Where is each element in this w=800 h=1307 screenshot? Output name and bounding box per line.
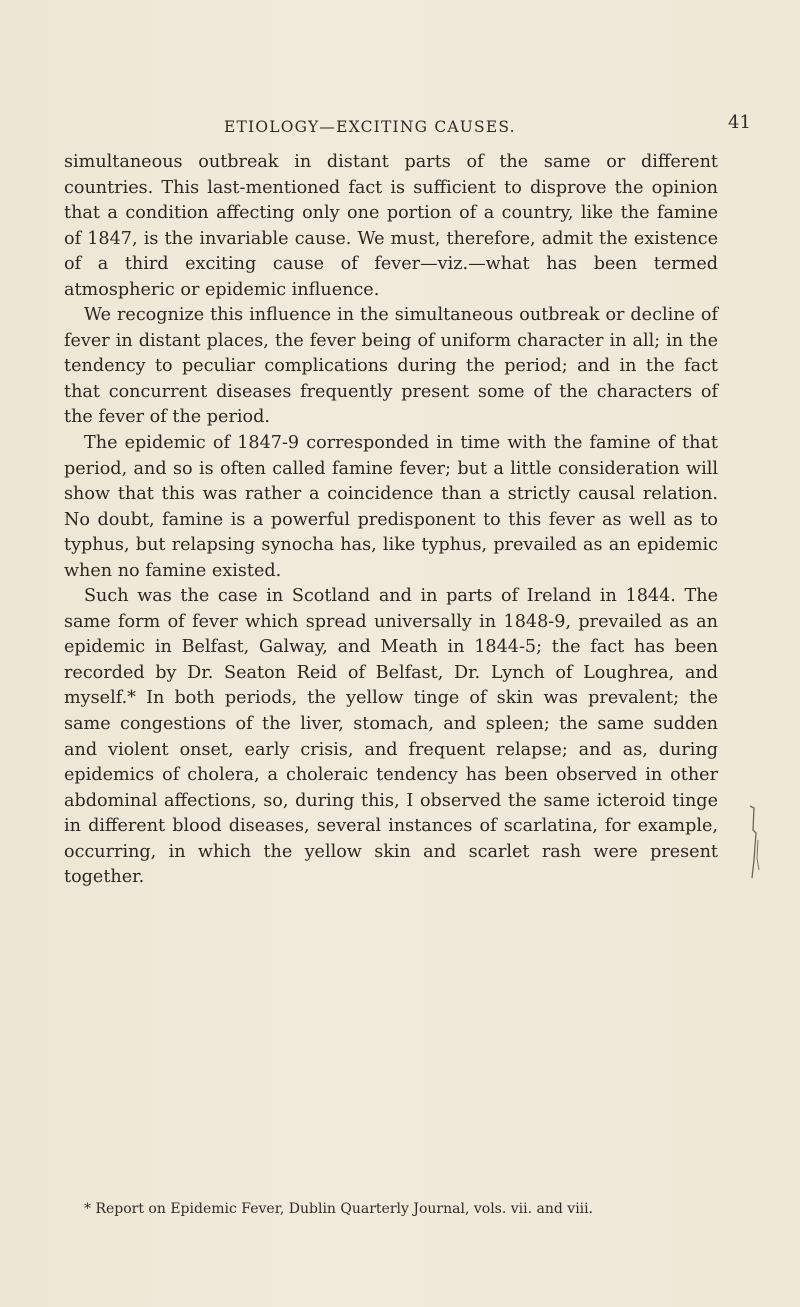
margin-pencil-mark bbox=[744, 800, 774, 890]
page-number: 41 bbox=[728, 112, 751, 133]
paragraph: The epidemic of 1847-9 corresponded in time with the famine of that period, and so is often called famine fever; but a little consideration will show that this was rather a coincidence than a strictly causal relation. No doubt, famine is a powerful predisponent to this fever as well as to typhus, but relapsing synocha has, like typhus, prevailed as an epidemic when no famine existed. bbox=[64, 433, 718, 581]
paragraph: simultaneous outbreak in distant parts of the same or different countries. This last-mentioned fact is sufficient to disprove the opinion that a condition affecting only one portion of a country, like the famine of 1847, is the invariable cause. We must, therefore, admit the existence of a third exciting cause of fever—viz.—what has been termed atmospheric or epidemic influence. bbox=[64, 152, 718, 300]
paragraph: Such was the case in Scotland and in parts of Ireland in 1844. The same form of fever which spread universally in 1848-9, prevailed as an epidemic in Belfast, Galway, and Meath in 1844-5; the fact has been recorded by Dr. Seaton Reid of Belfast, Dr. Lynch of Loughrea, and myself.* In both periods, the yellow tinge of skin was prevalent; the same congestions of the liver, stomach, and spleen; the same sudden and violent onset, early crisis, and frequent relapse; and as, during epidemics of cholera, a choleraic tendency has been observed in other abdominal affections, so, during this, I observed the same icteroid tinge in different blood diseases, several instances of scarlatina, for example, occurring, in which the yellow skin and scarlet rash were present together. bbox=[64, 586, 718, 888]
paragraph: We recognize this influence in the simultaneous outbreak or decline of fever in distant places, the fever being of uniform character in all; in the tendency to peculiar complications during the period; and in the fact that concurrent diseases frequently present some of the characters of the fever of the period. bbox=[64, 305, 718, 428]
footnote: * Report on Epidemic Fever, Dublin Quarterly Journal, vols. vii. and viii. bbox=[84, 1201, 594, 1217]
running-head: ETIOLOGY—EXCITING CAUSES. bbox=[224, 118, 516, 136]
body-text bbox=[64, 150, 718, 891]
